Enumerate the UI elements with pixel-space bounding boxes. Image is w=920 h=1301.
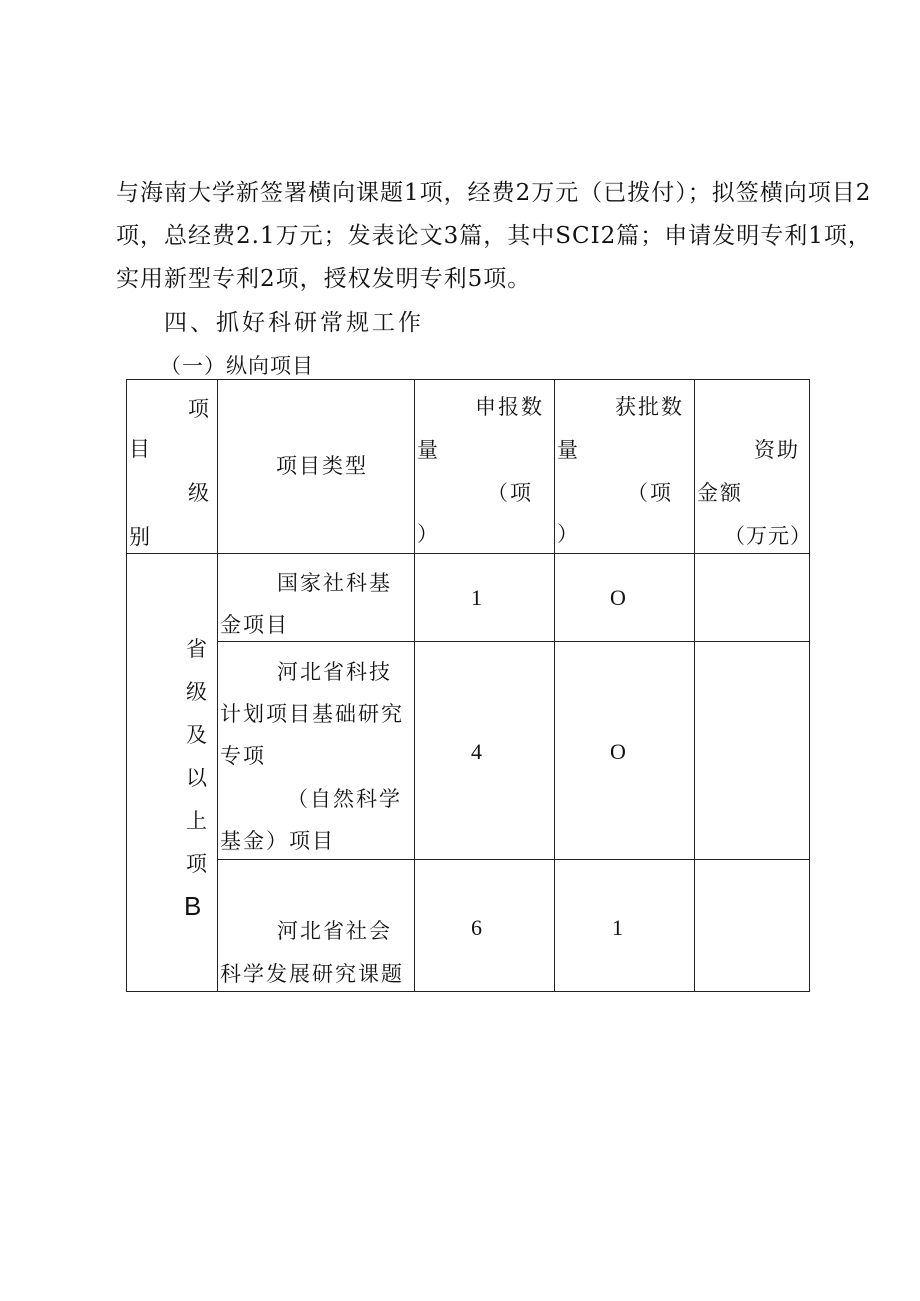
level-group-char: 上 (186, 809, 209, 833)
table-border (217, 641, 810, 642)
project-type-text: 科学发展研究课题 (220, 962, 404, 986)
header-declared: 量 (417, 438, 440, 462)
header-project-type: 项目类型 (276, 454, 368, 478)
declared-count: 1 (471, 585, 482, 610)
approved-count: O (610, 585, 626, 610)
header-declared: （项 (487, 481, 533, 505)
table-border (217, 379, 218, 992)
level-group-char: 及 (186, 723, 209, 747)
level-group-char: 级 (186, 680, 209, 704)
section-heading: 四、抓好科研常规工作 (164, 310, 424, 336)
header-level-char: 级 (188, 481, 211, 505)
level-group-char: 项 (186, 852, 209, 876)
project-type-text: 河北省科技 (277, 660, 392, 684)
project-type-text: 国家社科基 (277, 571, 392, 595)
project-type-text: 计划项目基础研究 (220, 702, 404, 726)
declared-count: 4 (471, 739, 482, 764)
project-type-text: 专项 (220, 744, 266, 768)
table-border (809, 379, 810, 992)
level-group-char: 以 (186, 766, 209, 790)
header-approved: ） (557, 522, 580, 546)
table-border (126, 379, 127, 992)
table-border (126, 553, 810, 554)
header-funding: （万元） (724, 524, 812, 548)
header-level-char: 目 (129, 437, 152, 461)
approved-count: 1 (612, 915, 623, 940)
header-approved: 量 (557, 438, 580, 462)
table-border (554, 379, 555, 992)
header-funding: 资助 (754, 438, 800, 462)
header-declared: 申报数 (475, 395, 544, 419)
header-level-char: 项 (188, 397, 211, 421)
table-border (414, 379, 415, 992)
level-group-char: 省 (186, 637, 209, 661)
subsection-heading: （一）纵向项目 (160, 354, 314, 378)
approved-count: O (610, 739, 626, 764)
paragraph-line: 实用新型专利2项，授权发明专利5项。 (116, 266, 532, 292)
header-approved: 获批数 (615, 395, 684, 419)
table-border (217, 859, 810, 860)
header-funding: 金额 (697, 481, 743, 505)
project-type-text: 金项目 (220, 613, 289, 637)
paragraph-line: 与海南大学新签署横向课题1项，经费2万元（已拨付）；拟签横向项目2 (116, 180, 872, 206)
table-border (126, 379, 810, 380)
header-approved: （项 (627, 481, 673, 505)
paragraph-line: 项，总经费2.1万元；发表论文3篇，其中SCI2篇；申请发明专利1项， (116, 223, 872, 249)
project-type-text: 河北省社会 (277, 919, 392, 943)
declared-count: 6 (471, 915, 482, 940)
table-border (126, 991, 810, 992)
project-type-text: （自然科学 (287, 787, 402, 811)
header-declared: ） (417, 522, 440, 546)
header-level-char: 别 (129, 525, 152, 549)
table-border (694, 379, 695, 992)
research-projects-table (126, 379, 810, 992)
project-type-text: 基金）项目 (220, 829, 335, 853)
level-group-suffix: B (184, 891, 202, 921)
